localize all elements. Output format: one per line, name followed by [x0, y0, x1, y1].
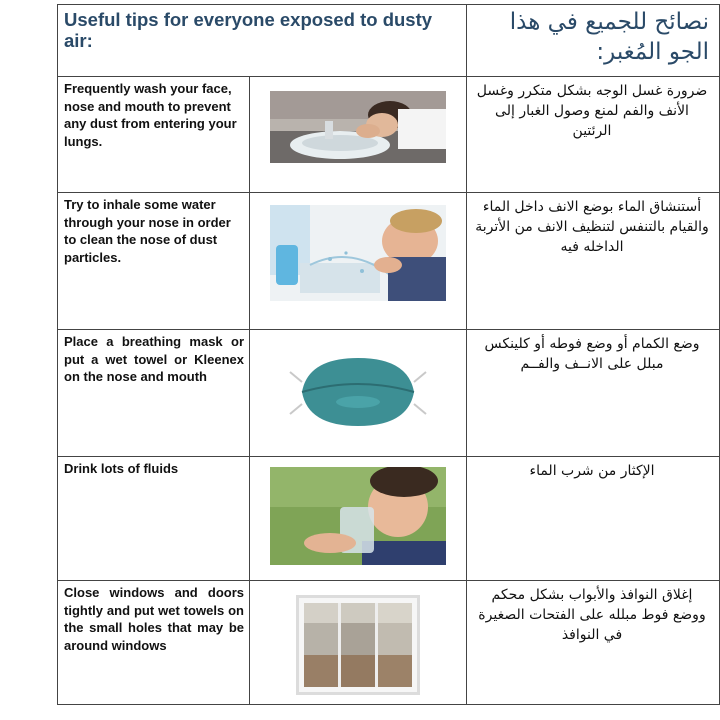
- tip-row-wash-face: [58, 77, 720, 193]
- tip-english: Close windows and doors tightly and put wet towels on the small holes that may be around windows: [58, 581, 250, 705]
- tip-image-cell: [250, 77, 467, 193]
- closed-window-photo: [296, 595, 420, 695]
- tip-english: Drink lots of fluids: [58, 457, 250, 581]
- tip-arabic: ضرورة غسل الوجه بشكل متكرر وغسل الأنف والفم لمنع وصول الغبار إلى الرئتين: [467, 77, 720, 193]
- breathing-mask-photo: [288, 352, 428, 430]
- tip-arabic: الإكثار من شرب الماء: [467, 457, 720, 581]
- tip-image-cell: [250, 330, 467, 457]
- water-splash-photo: [270, 205, 446, 301]
- tip-image-cell: [250, 193, 467, 330]
- tip-english: Try to inhale some water through your nose in order to clean the nose of dust particles.: [58, 193, 250, 330]
- tip-row-windows: [58, 581, 720, 705]
- header-row: [58, 5, 720, 77]
- title-english: Useful tips for everyone exposed to dusty air:: [58, 5, 467, 77]
- tip-arabic: أستنشاق الماء بوضع الانف داخل الماء والقيام بالتنفس لتنظيف الانف من الأتربة الداخله فيه: [467, 193, 720, 330]
- tip-image-cell: [250, 581, 467, 705]
- tip-row-mask: [58, 330, 720, 457]
- title-arabic: نصائح للجميع في هذا الجو المُغبر:: [467, 5, 720, 77]
- drinking-water-photo: [270, 467, 446, 565]
- face-washing-photo: [270, 91, 446, 163]
- tip-row-drink: [58, 457, 720, 581]
- tips-table: [57, 4, 720, 705]
- tip-row-inhale-water: [58, 193, 720, 330]
- tip-arabic: وضع الكمام أو وضع فوطه أو كلينكس مبلل على الانــف والفــم: [467, 330, 720, 457]
- tip-arabic: إغلاق النوافذ والأبواب بشكل محكم ووضع فوط مبلله على الفتحات الصغيرة في النوافذ: [467, 581, 720, 705]
- tip-english: Place a breathing mask or put a wet towel or Kleenex on the nose and mouth: [58, 330, 250, 457]
- tip-image-cell: [250, 457, 467, 581]
- tip-english: Frequently wash your face, nose and mouth to prevent any dust from entering your lungs.: [58, 77, 250, 193]
